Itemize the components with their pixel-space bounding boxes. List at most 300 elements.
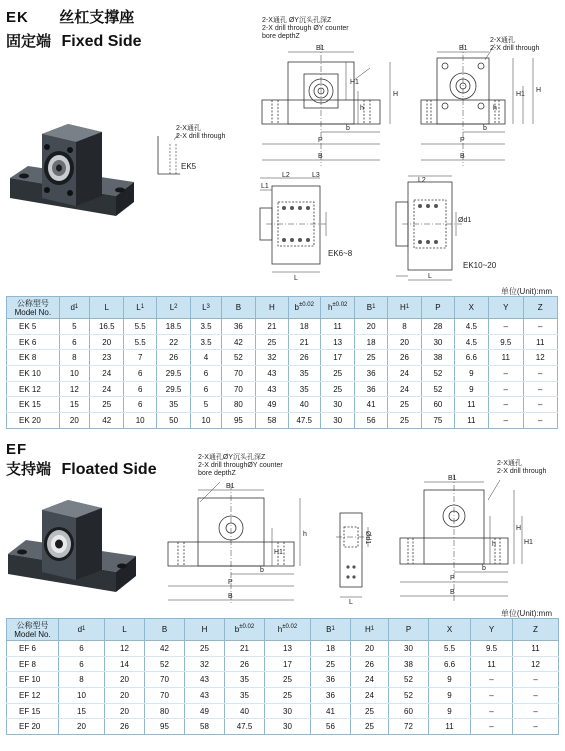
ef-value-cell: 30 — [265, 719, 311, 735]
table-row — [7, 319, 558, 335]
ef-subtitle-cn: 支持端 — [6, 460, 52, 478]
ek-value-cell: – — [523, 397, 558, 413]
ek-value-cell: 95 — [221, 413, 255, 429]
ek-value-cell: 35 — [288, 381, 320, 397]
ef-value-cell: 25 — [351, 703, 389, 719]
ek-col-header — [422, 297, 454, 319]
ef-subtitle — [6, 458, 157, 479]
ek-value-cell: 17 — [320, 350, 354, 366]
ek-value-cell: 15 — [59, 397, 89, 413]
ef-value-cell: 17 — [265, 656, 311, 672]
ef-value-cell: 20 — [105, 703, 145, 719]
ek-front-view-large-drawing — [415, 40, 565, 170]
ef-value-cell: 26 — [105, 719, 145, 735]
ek-value-cell: 10 — [59, 366, 89, 382]
ek-col-header — [90, 297, 124, 319]
ek-value-cell: 9 — [454, 381, 488, 397]
ef-value-cell: 13 — [265, 641, 311, 657]
ef-value-cell: 25 — [351, 719, 389, 735]
ek-value-cell: 20 — [90, 334, 124, 350]
ek-value-cell: 25 — [320, 381, 354, 397]
ef-front-dim-b: b — [260, 567, 264, 574]
ek-value-cell: 28 — [422, 319, 454, 335]
ek-large-dim-B: B — [460, 153, 465, 160]
ek-heading — [6, 6, 134, 27]
ek-col-header-en: Model No. — [14, 307, 52, 317]
ek-value-cell: 20 — [59, 413, 89, 429]
ek-model-cell: EK 6 — [7, 334, 60, 350]
ek-front-dim-b: b — [346, 125, 350, 132]
ek-value-cell: 10 — [191, 413, 221, 429]
table-row — [7, 641, 559, 657]
ek-table-body — [7, 319, 558, 429]
ek-value-cell: 5.5 — [124, 334, 156, 350]
ek-col-header-main: d — [70, 303, 75, 312]
ef-front-dim-p: P — [228, 579, 233, 586]
ef-value-cell: 6.6 — [429, 656, 471, 672]
ek-value-cell: 70 — [221, 366, 255, 382]
table-row — [7, 334, 558, 350]
ek-counterbore-note — [262, 17, 349, 41]
ef-value-cell: 30 — [265, 703, 311, 719]
ek-value-cell: 21 — [288, 334, 320, 350]
ek-drill-note-cn: 2-X通孔 — [490, 37, 515, 44]
ek-value-cell: 18.5 — [156, 319, 190, 335]
ef-col-header — [185, 619, 225, 641]
ek-model-cell: EK 12 — [7, 381, 60, 397]
ek-value-cell: 11 — [454, 397, 488, 413]
ef-side-view-drawing — [330, 505, 380, 605]
ek-front-dim-h1: H1 — [350, 79, 359, 86]
ek-front-dim-p: P — [318, 137, 323, 144]
ef-value-cell: – — [513, 672, 559, 688]
ek-side-dim-l1: L1 — [261, 183, 269, 190]
table-row — [7, 413, 558, 429]
ef-value-cell: 9 — [429, 703, 471, 719]
ef-col-header-main: Y — [488, 625, 495, 634]
ef-col-header — [351, 619, 389, 641]
ek-value-cell: – — [523, 381, 558, 397]
ef-value-cell: – — [471, 719, 513, 735]
ek-col-header — [489, 297, 523, 319]
ek-value-cell: 8 — [59, 350, 89, 366]
ef-col-header-main: X — [446, 625, 453, 634]
ef-large-dim-B: B — [450, 589, 455, 596]
ek-model-cell: EK 15 — [7, 397, 60, 413]
ek-value-cell: 9 — [454, 366, 488, 382]
ef-counterbore-note-cn: 2-X通孔ØY沉头孔深Z — [198, 454, 266, 461]
ef-col-header-main: L — [122, 625, 127, 634]
ek-value-cell: 75 — [422, 413, 454, 429]
ef-value-cell: 56 — [311, 719, 351, 735]
ef-counterbore-note-en: 2-X drill throughØY counter — [198, 462, 283, 469]
ek-side-large-dim-l: L — [428, 273, 432, 280]
ef-model-cell: EF 10 — [7, 672, 59, 688]
ek-col-header — [454, 297, 488, 319]
ek-front-view-drawing — [250, 40, 400, 170]
ef-value-cell: 36 — [311, 688, 351, 704]
ek-value-cell: 25 — [90, 397, 124, 413]
ek-value-cell: – — [489, 397, 523, 413]
ef-value-cell: 25 — [265, 672, 311, 688]
ek-col-header-main: 公称型号 — [16, 298, 49, 308]
ek-value-cell: 35 — [156, 397, 190, 413]
ef-col-header-subscript: 1 — [331, 626, 335, 632]
ef-value-cell: 5.5 — [429, 641, 471, 657]
ek-value-cell: 36 — [355, 366, 387, 382]
ek-large-dim-H: H — [536, 87, 542, 94]
ef-value-cell: 38 — [389, 656, 429, 672]
ek-value-cell: 38 — [422, 350, 454, 366]
ek-value-cell: 24 — [387, 381, 421, 397]
ef-table-header — [7, 619, 559, 641]
ek-counterbore-note-en: 2-X drill through ØY counter — [262, 25, 349, 32]
ef-value-cell: 70 — [145, 672, 185, 688]
ek1020-label: EK10~20 — [463, 261, 497, 270]
ef-col-header-main: d — [77, 625, 83, 634]
ef-value-cell: 9.5 — [471, 641, 513, 657]
ef-value-cell: – — [471, 688, 513, 704]
ek-col-header-main: L — [169, 303, 175, 312]
ek-value-cell: 8 — [387, 319, 421, 335]
ef-value-cell: 30 — [389, 641, 429, 657]
ek-value-cell: 4.5 — [454, 319, 488, 335]
ef-front-dim-h: h — [303, 531, 307, 538]
ef-value-cell: 70 — [145, 688, 185, 704]
ek-col-header-main: b — [294, 303, 299, 312]
ek-value-cell: 24 — [90, 381, 124, 397]
ek-value-cell: 5 — [59, 319, 89, 335]
ef-value-cell: 72 — [389, 719, 429, 735]
ef-value-cell: 49 — [185, 703, 225, 719]
ef-col-header — [429, 619, 471, 641]
ek-side-section-large-drawing — [388, 172, 472, 282]
ek-value-cell: 18 — [355, 334, 387, 350]
ek-value-cell: 23 — [90, 350, 124, 366]
ef-col-header — [105, 619, 145, 641]
ef-value-cell: 11 — [429, 719, 471, 735]
ek-value-cell: 20 — [387, 334, 421, 350]
ek-col-header-main: B — [235, 303, 242, 312]
ek-value-cell: 3.5 — [191, 334, 221, 350]
ef-col-header-subscript: 1 — [82, 626, 86, 632]
ek-value-cell: 6 — [124, 381, 156, 397]
ek-value-cell: 18 — [288, 319, 320, 335]
ef-model-cell: EF 6 — [7, 641, 59, 657]
ef-value-cell: 24 — [351, 688, 389, 704]
ek-value-cell: 52 — [422, 366, 454, 382]
ef-col-header-main: h — [277, 625, 283, 634]
ek-value-cell: 11 — [320, 319, 354, 335]
ef-large-dim-p: P — [450, 575, 455, 582]
ef-value-cell: 20 — [105, 688, 145, 704]
ek5-section-drawing — [150, 130, 190, 180]
ef-col-header — [7, 619, 59, 641]
ek-value-cell: – — [489, 319, 523, 335]
ek-value-cell: 22 — [156, 334, 190, 350]
ek-col-header — [124, 297, 156, 319]
ek-value-cell: 24 — [387, 366, 421, 382]
ek-title-cn: 丝杠支撑座 — [59, 8, 135, 26]
table-row — [7, 688, 559, 704]
ef-col-header — [513, 619, 559, 641]
ef-large-dim-h1: H1 — [524, 539, 533, 546]
ek-value-cell: 30 — [320, 397, 354, 413]
ek-side-section-drawing — [252, 172, 332, 282]
ef-col-header-main: H — [364, 625, 371, 634]
ek-side-dim-l2: L2 — [282, 172, 290, 179]
ek-subtitle-en: Fixed Side — [61, 33, 142, 50]
ek5-note-en: 2-X drill through — [176, 133, 226, 140]
ek-value-cell: 58 — [256, 413, 288, 429]
ek-value-cell: 47.5 — [288, 413, 320, 429]
ek-value-cell: – — [523, 319, 558, 335]
ef-large-dim-h: h — [492, 541, 496, 548]
ek-col-header — [355, 297, 387, 319]
ek-col-header-main: h — [327, 303, 333, 312]
ef-value-cell: 10 — [59, 688, 105, 704]
ek-col-header — [156, 297, 190, 319]
ef-value-cell: 35 — [225, 672, 265, 688]
ef-value-cell: 12 — [105, 641, 145, 657]
ek-value-cell: 12 — [59, 381, 89, 397]
ef-col-header-main: 公称型号 — [16, 620, 49, 630]
ef-value-cell: 52 — [389, 688, 429, 704]
ef-large-dim-H: H — [516, 525, 522, 532]
ef-model-cell: EF 15 — [7, 703, 59, 719]
ef-value-cell: 18 — [311, 641, 351, 657]
ek-col-header-main: B — [366, 303, 373, 312]
ek-value-cell: 25 — [387, 397, 421, 413]
ek-value-cell: 41 — [355, 397, 387, 413]
ek-col-header-main: H — [399, 303, 406, 312]
ek-value-cell: 16.5 — [90, 319, 124, 335]
ef-unit: 单位(Unit):mm — [500, 609, 552, 618]
ek5-label: EK5 — [181, 162, 197, 171]
ek-value-cell: 56 — [355, 413, 387, 429]
table-row — [7, 381, 558, 397]
ek-spec-table — [6, 296, 558, 429]
ek-value-cell: 25 — [387, 413, 421, 429]
ek-col-header — [7, 297, 60, 319]
ef-value-cell: 47.5 — [225, 719, 265, 735]
ef-col-header-tolerance: ±0.02 — [239, 624, 255, 630]
ef-product-photo — [4, 494, 144, 604]
ef-value-cell: 11 — [513, 641, 559, 657]
ef-col-header — [59, 619, 105, 641]
ef-front-dim-h1: H1 — [274, 549, 283, 556]
ef-value-cell: 60 — [389, 703, 429, 719]
ek-value-cell: – — [523, 366, 558, 382]
ef-value-cell: 52 — [389, 672, 429, 688]
ef-subtitle-en: Floated Side — [61, 461, 157, 478]
ek-value-cell: 11 — [454, 413, 488, 429]
ek-value-cell: 30 — [320, 413, 354, 429]
ef-col-header — [471, 619, 513, 641]
ef-value-cell: 24 — [351, 672, 389, 688]
ek-value-cell: 6 — [124, 397, 156, 413]
ef-value-cell: 15 — [59, 703, 105, 719]
ek-value-cell: 25 — [256, 334, 288, 350]
ek-value-cell: 42 — [221, 334, 255, 350]
ef-value-cell: – — [513, 703, 559, 719]
ef-value-cell: 25 — [265, 688, 311, 704]
ef-value-cell: – — [471, 672, 513, 688]
ef-value-cell: 52 — [145, 656, 185, 672]
ek-code: EK — [6, 9, 29, 26]
ek-col-header-subscript: 1 — [372, 304, 376, 310]
ek-col-header-subscript: 1 — [140, 304, 145, 310]
ef-value-cell: 80 — [145, 703, 185, 719]
ek-value-cell: 6 — [191, 366, 221, 382]
ek-model-cell: EK 8 — [7, 350, 60, 366]
ek-unit: 单位(Unit):mm — [500, 287, 552, 296]
ek-value-cell: 26 — [288, 350, 320, 366]
ek-value-cell: 6 — [124, 366, 156, 382]
ek-value-cell: – — [489, 366, 523, 382]
ek-value-cell: 21 — [256, 319, 288, 335]
ek-value-cell: 43 — [256, 381, 288, 397]
ek-value-cell: 11 — [523, 334, 558, 350]
table-row — [7, 672, 559, 688]
ef-col-header-main: Z — [533, 625, 538, 634]
ek-large-dim-p: P — [460, 137, 465, 144]
ef-value-cell: 6 — [59, 641, 105, 657]
ef-model-cell: EF 8 — [7, 656, 59, 672]
ef-value-cell: 14 — [105, 656, 145, 672]
ef-col-header — [145, 619, 185, 641]
ek-col-header-tolerance: ±0.02 — [332, 302, 348, 308]
ek-col-header — [221, 297, 255, 319]
ef-spec-table — [6, 618, 559, 735]
ef-value-cell: 36 — [311, 672, 351, 688]
ek-value-cell: 70 — [221, 381, 255, 397]
ef-value-cell: 58 — [185, 719, 225, 735]
ek-value-cell: – — [489, 413, 523, 429]
ef-value-cell: 26 — [351, 656, 389, 672]
ef-value-cell: 41 — [311, 703, 351, 719]
ek-value-cell: 40 — [288, 397, 320, 413]
ek-counterbore-note-cn: 2-X通孔 ØY沉头孔深Z — [262, 17, 332, 24]
ek-col-header-subscript: 3 — [206, 304, 210, 310]
ek-value-cell: 29.5 — [156, 381, 190, 397]
ek-value-cell: 50 — [156, 413, 190, 429]
ek5-note-cn: 2-X通孔 — [176, 125, 201, 132]
ef-value-cell: 95 — [145, 719, 185, 735]
ek-value-cell: 5.5 — [124, 319, 156, 335]
ef-side-dim-d1: Ød1 — [364, 531, 371, 545]
ek-front-dim-b1: B1 — [316, 45, 325, 52]
ef-value-cell: 26 — [225, 656, 265, 672]
table-row — [7, 656, 559, 672]
ef-drill-note-en: 2-X drill through — [497, 468, 547, 475]
ef-col-header-main: P — [405, 625, 412, 634]
ek-value-cell: 5 — [191, 397, 221, 413]
ef-value-cell: 25 — [185, 641, 225, 657]
ek-value-cell: 26 — [156, 350, 190, 366]
ek-value-cell: 11 — [489, 350, 523, 366]
ek-value-cell: 49 — [256, 397, 288, 413]
ef-col-header — [311, 619, 351, 641]
ek-value-cell: 30 — [422, 334, 454, 350]
ef-front-dim-b1: B1 — [226, 483, 235, 490]
ek-side-large-dim-d1: Ød1 — [458, 217, 472, 224]
table-row — [7, 350, 558, 366]
ek-front-dim-H: H — [393, 91, 399, 98]
ek-col-header — [320, 297, 354, 319]
ef-front-view-large-drawing — [390, 470, 550, 606]
ek-value-cell: 35 — [288, 366, 320, 382]
table-row — [7, 366, 558, 382]
ek68-label: EK6~8 — [328, 249, 353, 258]
ef-counterbore-note-en2: bore depthZ — [198, 470, 236, 477]
ek-value-cell: 4.5 — [454, 334, 488, 350]
ef-drill-note-cn: 2-X通孔 — [497, 460, 522, 467]
ek-value-cell: 9.5 — [489, 334, 523, 350]
ek-value-cell: 52 — [422, 381, 454, 397]
ek-drill-note-en: 2-X drill through — [490, 45, 540, 52]
ef-code: EF — [6, 441, 28, 458]
ek-side-large-dim-l2: L2 — [418, 177, 426, 184]
ef-col-header — [265, 619, 311, 641]
ek-col-header — [256, 297, 288, 319]
ek-value-cell: – — [489, 381, 523, 397]
ek-large-dim-h1: H1 — [516, 91, 525, 98]
ef-col-header-en: Model No. — [14, 629, 51, 639]
ef-value-cell: 20 — [351, 641, 389, 657]
ef-value-cell: 9 — [429, 672, 471, 688]
ef-large-dim-b: b — [482, 565, 486, 572]
ek-value-cell: – — [523, 413, 558, 429]
table-row — [7, 719, 559, 735]
ek-value-cell: 6 — [191, 381, 221, 397]
ek-col-header-main: L — [104, 303, 109, 312]
ek-col-header-main: H — [268, 303, 275, 312]
ef-value-cell: 40 — [225, 703, 265, 719]
ek-side-dim-l: L — [294, 275, 298, 282]
ef-col-header-main: B — [161, 625, 168, 634]
ek-col-header — [288, 297, 320, 319]
ek-large-dim-b1: B1 — [459, 45, 468, 52]
ef-value-cell: 42 — [145, 641, 185, 657]
ek-col-header-main: X — [468, 303, 475, 312]
ek-col-header — [191, 297, 221, 319]
ek-col-header — [523, 297, 558, 319]
ek-value-cell: 80 — [221, 397, 255, 413]
ek-value-cell: 42 — [90, 413, 124, 429]
ef-value-cell: – — [513, 719, 559, 735]
ef-value-cell: 12 — [513, 656, 559, 672]
ek-product-photo — [6, 120, 141, 230]
ek-subtitle-cn: 固定端 — [6, 32, 52, 50]
ef-value-cell: 20 — [59, 719, 105, 735]
table-row — [7, 397, 558, 413]
ek-large-dim-b: b — [483, 125, 487, 132]
ef-large-dim-b1: B1 — [448, 475, 457, 482]
ef-side-dim-l: L — [349, 599, 353, 606]
ef-value-cell: – — [471, 703, 513, 719]
ek-value-cell: 43 — [256, 366, 288, 382]
ek-counterbore-note-en2: bore depthZ — [262, 33, 300, 40]
ef-value-cell: 8 — [59, 672, 105, 688]
ek-col-header-tolerance: ±0.02 — [298, 302, 314, 308]
ek-model-cell: EK 10 — [7, 366, 60, 382]
ek-large-dim-h: h — [493, 105, 497, 112]
ef-table-body — [7, 641, 559, 735]
ek-value-cell: 32 — [256, 350, 288, 366]
ek-col-header-main: P — [435, 303, 441, 312]
ek-table-header — [7, 297, 558, 319]
